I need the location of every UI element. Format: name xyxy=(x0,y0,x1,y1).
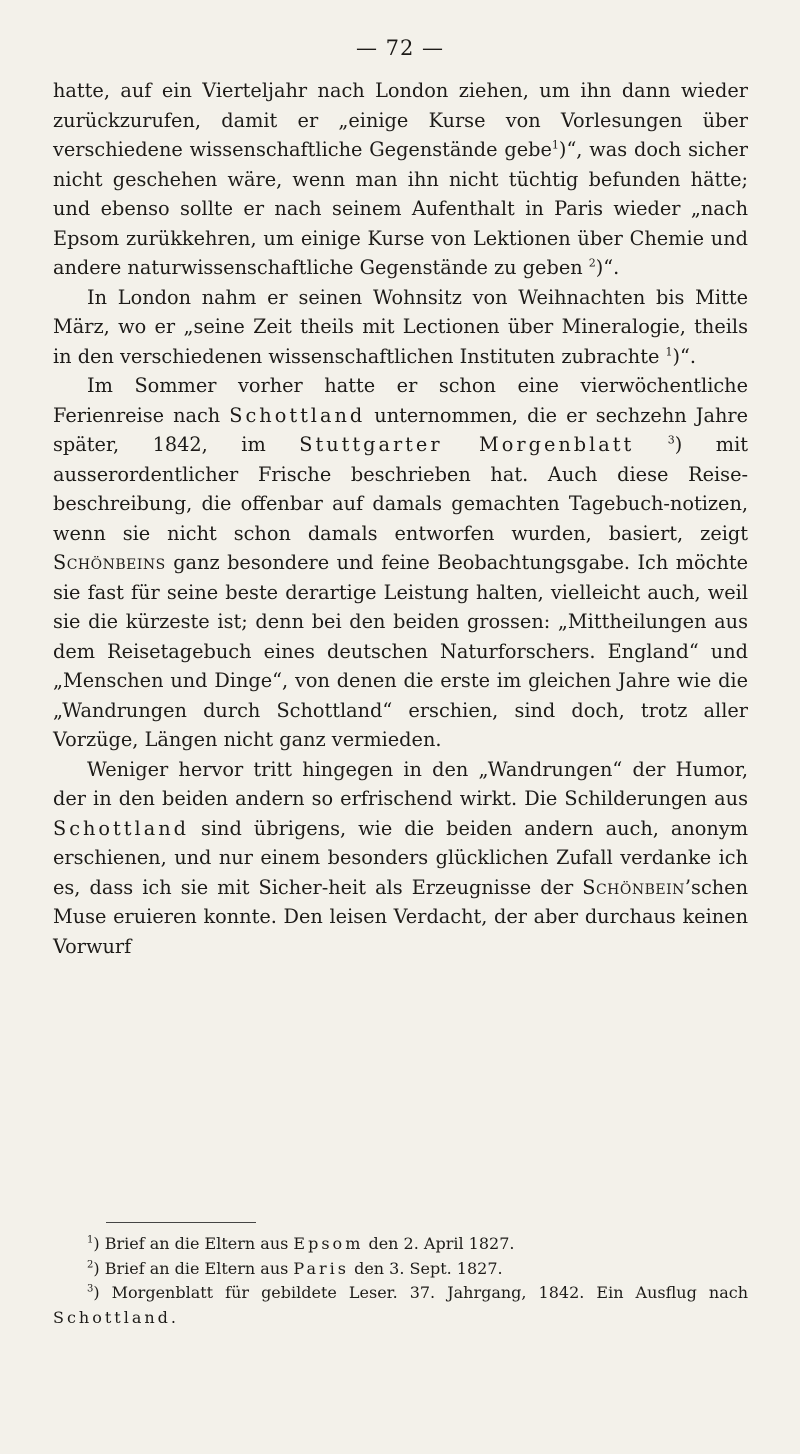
text-run: . xyxy=(170,1307,177,1327)
text-run: unternommen, die er sechzehn Jahre später, 1842, im xyxy=(53,403,748,456)
footnote xyxy=(53,1281,748,1330)
text-run: Weniger hervor tritt hingegen in den „Wandrungen“ der Humor, der in den beiden andern so erfrischend wirkt. Die Schilderungen aus xyxy=(53,757,748,810)
text-run: )“. xyxy=(672,344,697,368)
footnote-reference: 3 xyxy=(667,433,675,447)
text-run: Stuttgarter Morgenblatt xyxy=(299,433,635,456)
text-run: den 2. April 1827. xyxy=(363,1234,515,1253)
footnote xyxy=(53,1257,748,1282)
paragraph xyxy=(53,755,748,962)
text-run: Schottland xyxy=(229,403,366,427)
paragraph xyxy=(53,283,748,372)
text-run: Epsom xyxy=(293,1234,364,1253)
text-run: In London nahm er seinen Wohnsitz von Weihnachten bis Mitte März, wo er „seine Zeit theils mit Lectionen über Mineralogie, theils in den verschiedenen wissenschaftlichen Instituten zubrachte xyxy=(53,285,748,368)
page-number: — 72 — xyxy=(355,36,445,60)
paragraph xyxy=(53,371,748,755)
footnote xyxy=(53,1232,748,1257)
text-run: sind übrigens, wie die beiden andern auch, anonym erschienen, und nur einem besonders glücklichen Zufall verdanke ich es, dass ich sie mit Sicher-heit als Erzeugnisse der xyxy=(53,816,748,899)
text-run: )“. xyxy=(595,256,620,279)
text-run: ) mit ausserordentlicher Frische beschrieben hat. Auch diese Reise-beschreibung, die offenbar auf damals gemachten Tagebuch-notizen, wenn sie nicht schon damals entworfen wurden, basiert, zeigt xyxy=(53,433,749,545)
text-run: Paris xyxy=(293,1258,349,1278)
text-run: ) Brief an die Eltern aus xyxy=(93,1258,294,1278)
text-run xyxy=(634,433,668,456)
footnote-reference: 1 xyxy=(665,345,673,359)
text-run: ganz besondere und feine Beobachtungsgabe. Ich möchte sie fast für seine beste derartige Leistung halten, vielleicht auch, weil sie die kürzeste ist; denn bei den beiden grossen: „Mittheilungen aus dem Reisetagebuch eines deutschen Naturforschers. England“ und „Menschen und Dinge“, von denen die erste im gleichen Jahre wie die „Wandrungen durch Schottland“ erschien, sind doch, trotz aller Vorzüge, Längen nicht ganz vermieden. xyxy=(53,551,748,751)
footnote-divider xyxy=(106,1222,256,1223)
body-text xyxy=(53,76,748,961)
footnote-mark: 1 xyxy=(87,1234,94,1246)
text-run: )“, was doch sicher nicht geschehen wäre, wenn man ihn nicht tüchtig befunden hätte; und ebenso sollte er nach seinem Aufenthalt in Paris wieder „nach Epsom zurükkehren, um einige Kurse von Lektionen über Chemie und andere naturwissenschaftliche Gegenstände zu geben xyxy=(53,138,748,279)
text-run: Schönbeins xyxy=(53,551,166,574)
footnote-reference: 2 xyxy=(588,256,596,270)
footnotes xyxy=(53,1232,748,1330)
footnote-mark: 3 xyxy=(87,1283,94,1295)
text-run: ’schen Muse eruieren konnte. Den leisen Verdacht, der aber durchaus keinen Vorwurf xyxy=(53,875,748,958)
paragraph xyxy=(53,76,748,283)
text-run: Schottland xyxy=(53,816,189,840)
text-run: Schönbein xyxy=(582,875,685,899)
text-run: hatte, auf ein Vierteljahr nach London ziehen, um ihn dann wieder zurückzurufen, damit er „einige Kurse von Vorlesungen über verschiedene wissenschaftliche Gegenstände gebe xyxy=(53,79,748,161)
text-run: Im Sommer vorher hatte er schon eine vierwöchentliche Ferienreise nach xyxy=(53,374,748,427)
footnote-reference: 1 xyxy=(551,138,559,152)
text-run: ) Brief an die Eltern aus xyxy=(93,1234,294,1253)
footnote-mark: 2 xyxy=(87,1259,94,1271)
text-run: Schottland xyxy=(53,1307,171,1327)
text-run: den 3. Sept. 1827. xyxy=(348,1258,503,1278)
text-run: ) Morgenblatt für gebildete Leser. 37. Jahrgang, 1842. Ein Ausflug nach xyxy=(93,1283,748,1302)
